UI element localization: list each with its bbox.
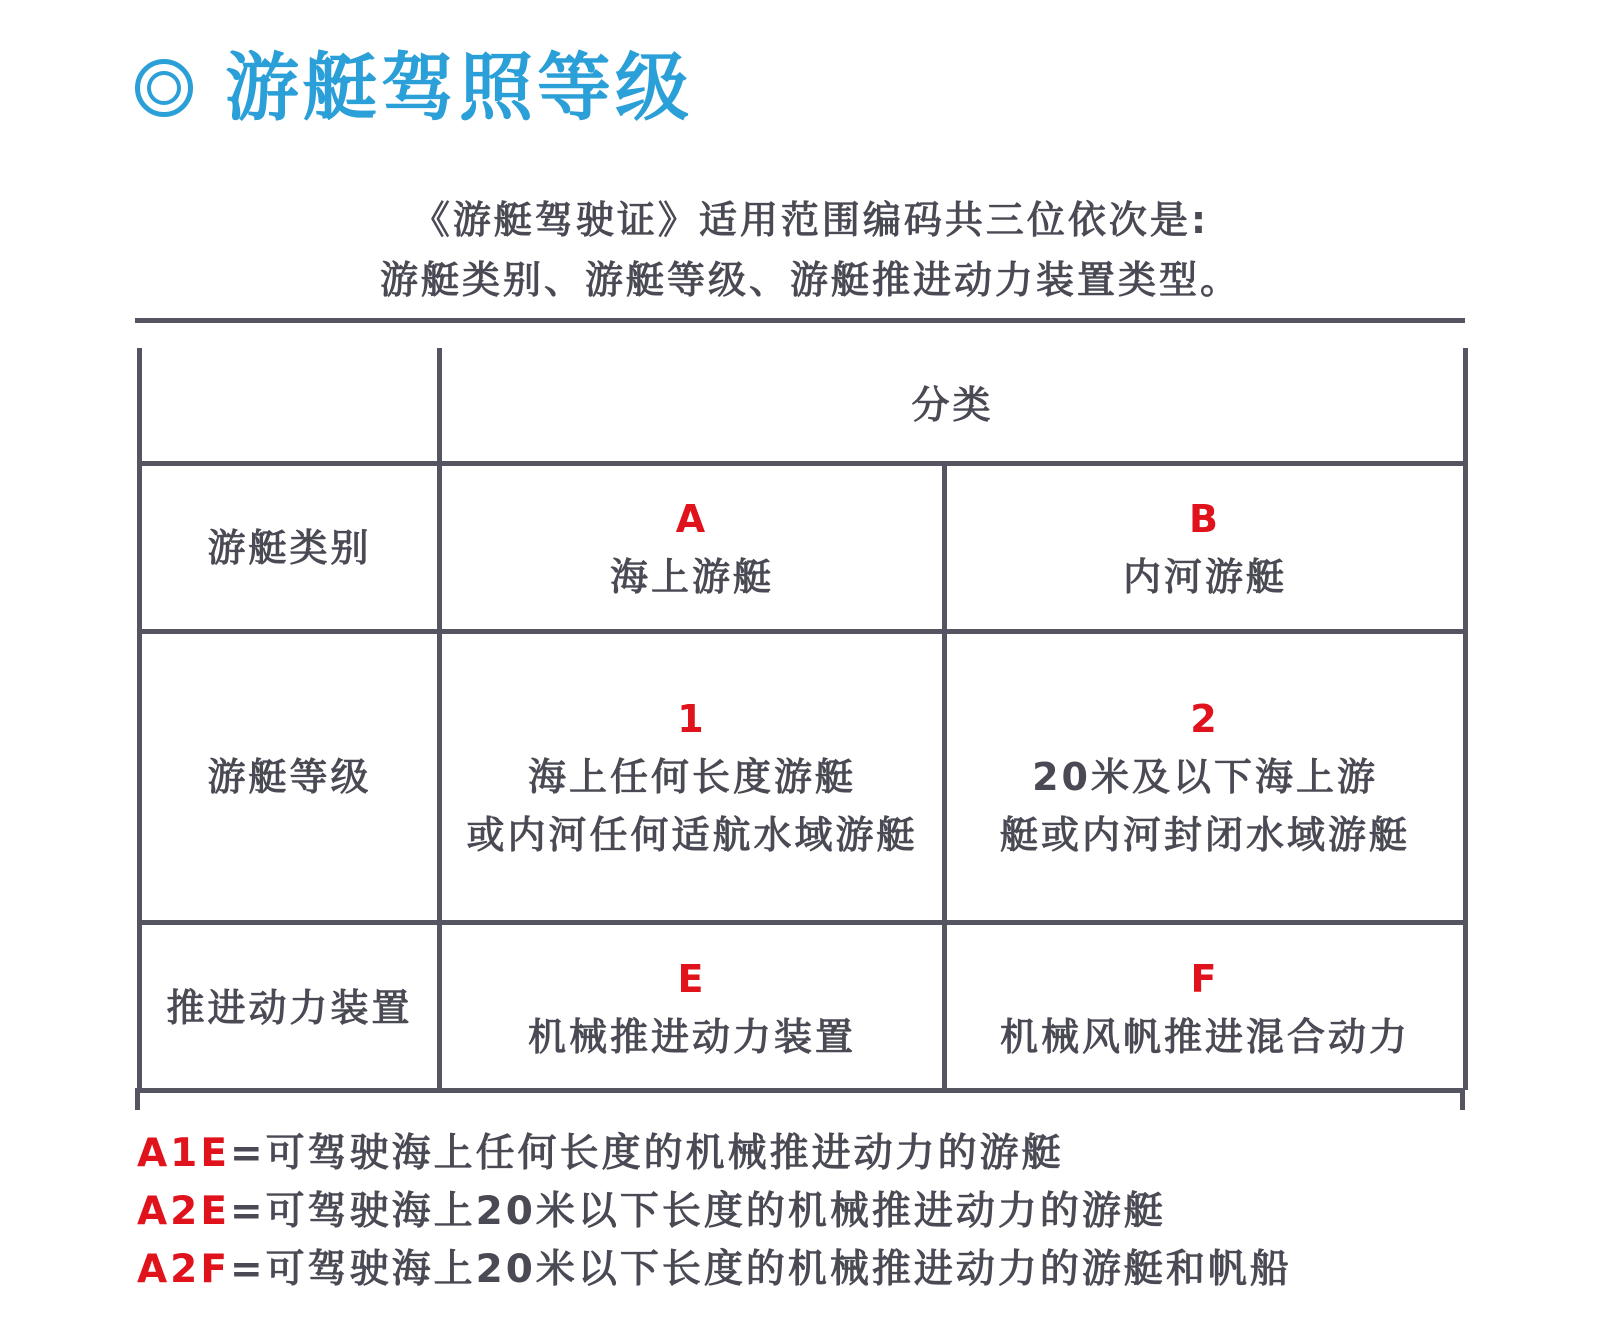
- table-row: [140, 923, 1466, 1090]
- cell-code: E: [677, 956, 707, 1001]
- table-row: [140, 632, 1466, 923]
- example-text: =可驾驶海上20米以下长度的机械推进动力的游艇和帆船: [229, 1247, 1292, 1292]
- table-cell: [945, 632, 1466, 923]
- row-label: 游艇等级: [140, 632, 440, 923]
- cell-text: 20米及以下海上游: [1032, 755, 1378, 800]
- cell-text: 机械风帆推进混合动力: [1000, 1014, 1411, 1059]
- cell-text: 机械推进动力装置: [527, 1014, 856, 1059]
- intro-line-2: 游艇类别、游艇等级、游艇推进动力装置类型。: [379, 258, 1241, 302]
- top-rule: [135, 318, 1465, 323]
- intro-line-1: 《游艇驾驶证》适用范围编码共三位依次是:: [411, 198, 1210, 242]
- example-code: A2E: [137, 1189, 230, 1234]
- example-text: =可驾驶海上任何长度的机械推进动力的游艇: [229, 1131, 1064, 1176]
- code-example: [137, 1125, 1292, 1183]
- example-code: A1E: [137, 1131, 230, 1176]
- title-row: [135, 28, 693, 148]
- cell-code: 2: [1190, 697, 1220, 742]
- cell-text: 内河游艇: [1123, 554, 1288, 599]
- bottom-rule-tick-left: [135, 1088, 140, 1110]
- classification-table: [137, 348, 1468, 1090]
- row-label: 游艇类别: [140, 464, 440, 632]
- cell-code: B: [1189, 496, 1221, 541]
- example-code: A2F: [137, 1247, 230, 1292]
- code-example: [137, 1241, 1292, 1299]
- cell-text: 或内河任何适航水域游艇: [466, 813, 918, 858]
- table-header-row: [140, 348, 1466, 464]
- cell-text: 海上任何长度游艇: [527, 755, 856, 800]
- table-row: [140, 464, 1466, 632]
- intro-text: [0, 190, 1621, 310]
- cell-code: A: [675, 496, 709, 541]
- cell-text: 艇或内河封闭水域游艇: [1000, 813, 1411, 858]
- table-cell: [945, 464, 1466, 632]
- table-cell: [440, 923, 945, 1090]
- bottom-rule: [135, 1088, 1465, 1093]
- cell-code: 1: [677, 697, 707, 742]
- code-example: [137, 1183, 1292, 1241]
- example-text: =可驾驶海上20米以下长度的机械推进动力的游艇: [229, 1189, 1166, 1234]
- header-empty-cell: [140, 348, 440, 464]
- code-examples: [137, 1125, 1292, 1299]
- bottom-rule-tick-right: [1460, 1088, 1465, 1110]
- page-title: 游艇驾照等级: [225, 45, 693, 131]
- table-cell: [440, 632, 945, 923]
- cell-code: F: [1190, 956, 1220, 1001]
- double-ring-icon: [135, 59, 193, 117]
- table-cell: [945, 923, 1466, 1090]
- table-cell: [440, 464, 945, 632]
- row-label: 推进动力装置: [140, 923, 440, 1090]
- cell-text: 海上游艇: [609, 554, 774, 599]
- header-category: 分类: [440, 348, 1466, 464]
